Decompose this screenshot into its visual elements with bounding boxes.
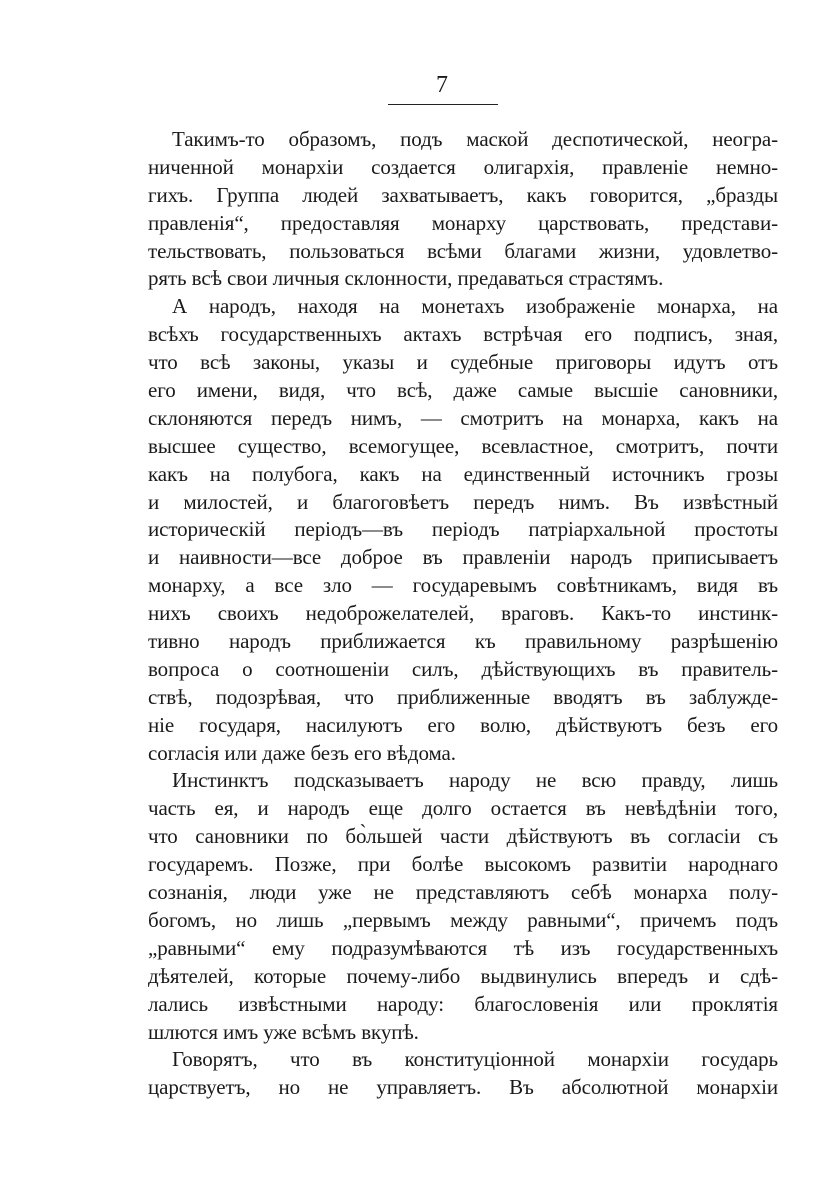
text-line: нихъ своихъ недоброжелателей, враговъ. Какъ-то инстинк- <box>148 601 778 626</box>
paragraph <box>148 293 778 767</box>
text-line: ніе государя, насилуютъ его волю, дѣйствуютъ безъ его <box>148 712 778 737</box>
text-line: его имени, видя, что всѣ, даже самые высшіе сановники, <box>148 378 778 403</box>
text-line: склоняются передъ нимъ, — смотритъ на монарха, какъ на <box>148 405 778 430</box>
text-line: тивно народъ приближается къ правильному разрѣшенію <box>148 629 778 654</box>
text-line: А народъ, находя на монетахъ изображеніе монарха, на <box>172 294 778 319</box>
text-line: высшее существо, всемогущее, всевластное, смотритъ, почти <box>148 433 778 458</box>
text-line: тельствовать, пользоваться всѣми благами жизни, удовлетво- <box>148 238 778 263</box>
text-line: царствуетъ, но не управляетъ. Въ абсолютной монархіи <box>148 1075 778 1100</box>
header-rule <box>388 104 498 105</box>
paragraph <box>148 126 778 293</box>
text-line: и милостей, и благоговѣетъ передъ нимъ. Въ извѣстный <box>148 489 778 514</box>
text-line: „равными“ ему подразумѣваются тѣ изъ государственныхъ <box>148 935 778 960</box>
text-line: какъ на полубога, какъ на единственный источникъ грозы <box>148 461 778 486</box>
text-line: часть ея, и народъ еще долго остается въ невѣдѣніи того, <box>148 796 778 821</box>
text-line: правленія“, предоставляя монарху царствовать, представи- <box>148 210 778 235</box>
text-line: богомъ, но лишь „первымъ между равными“, причемъ подъ <box>148 907 778 932</box>
text-line: вопроса о соотношеніи силъ, дѣйствующихъ въ правитель- <box>148 656 778 681</box>
text-line: Говорятъ, что въ конституціонной монархіи государь <box>172 1047 778 1072</box>
text-line: что всѣ законы, указы и судебные приговоры идутъ отъ <box>148 350 778 375</box>
text-line: Такимъ-то образомъ, подъ маской деспотической, неогра- <box>172 127 778 151</box>
body-text <box>148 126 778 1102</box>
text-line: историческій періодъ—въ періодъ патріархальной простоты <box>148 517 778 542</box>
text-line: что сановники по бо̀льшей части дѣйствуютъ въ согласіи съ <box>148 824 778 849</box>
text-line: государемъ. Позже, при болѣе высокомъ развитіи народнаго <box>148 852 778 877</box>
text-line: сознанія, люди уже не представляютъ себѣ монарха полу- <box>148 880 778 905</box>
text-line: согласія или даже безъ его вѣдома. <box>148 740 456 765</box>
text-line: ниченной монархіи создается олигархія, правленіе немно- <box>148 154 778 179</box>
text-line: всѣхъ государственныхъ актахъ встрѣчая его подписъ, зная, <box>148 322 778 347</box>
text-line: и наивности—все доброе въ правленіи народъ приписываетъ <box>148 545 778 570</box>
paragraph <box>148 767 778 1046</box>
text-line: рять всѣ свои личныя склонности, предаваться страстямъ. <box>148 266 664 291</box>
text-line: гихъ. Группа людей захватываетъ, какъ говорится, „бразды <box>148 182 778 207</box>
text-line: шлются имъ уже всѣмъ вкупѣ. <box>148 1019 419 1044</box>
text-line: лались извѣстными народу: благословенія или проклятія <box>148 991 778 1016</box>
paragraph <box>148 1046 778 1102</box>
text-line: Инстинктъ подсказываетъ народу не всю правду, лишь <box>172 768 778 793</box>
text-line: монарху, а все зло — государевымъ совѣтникамъ, видя въ <box>148 573 778 598</box>
text-line: дѣятелей, которые почему-либо выдвинулись впередъ и сдѣ- <box>148 963 778 988</box>
page-number: 7 <box>436 72 448 98</box>
text-line: ствѣ, подозрѣвая, что приближенные вводятъ въ заблужде- <box>148 684 778 709</box>
